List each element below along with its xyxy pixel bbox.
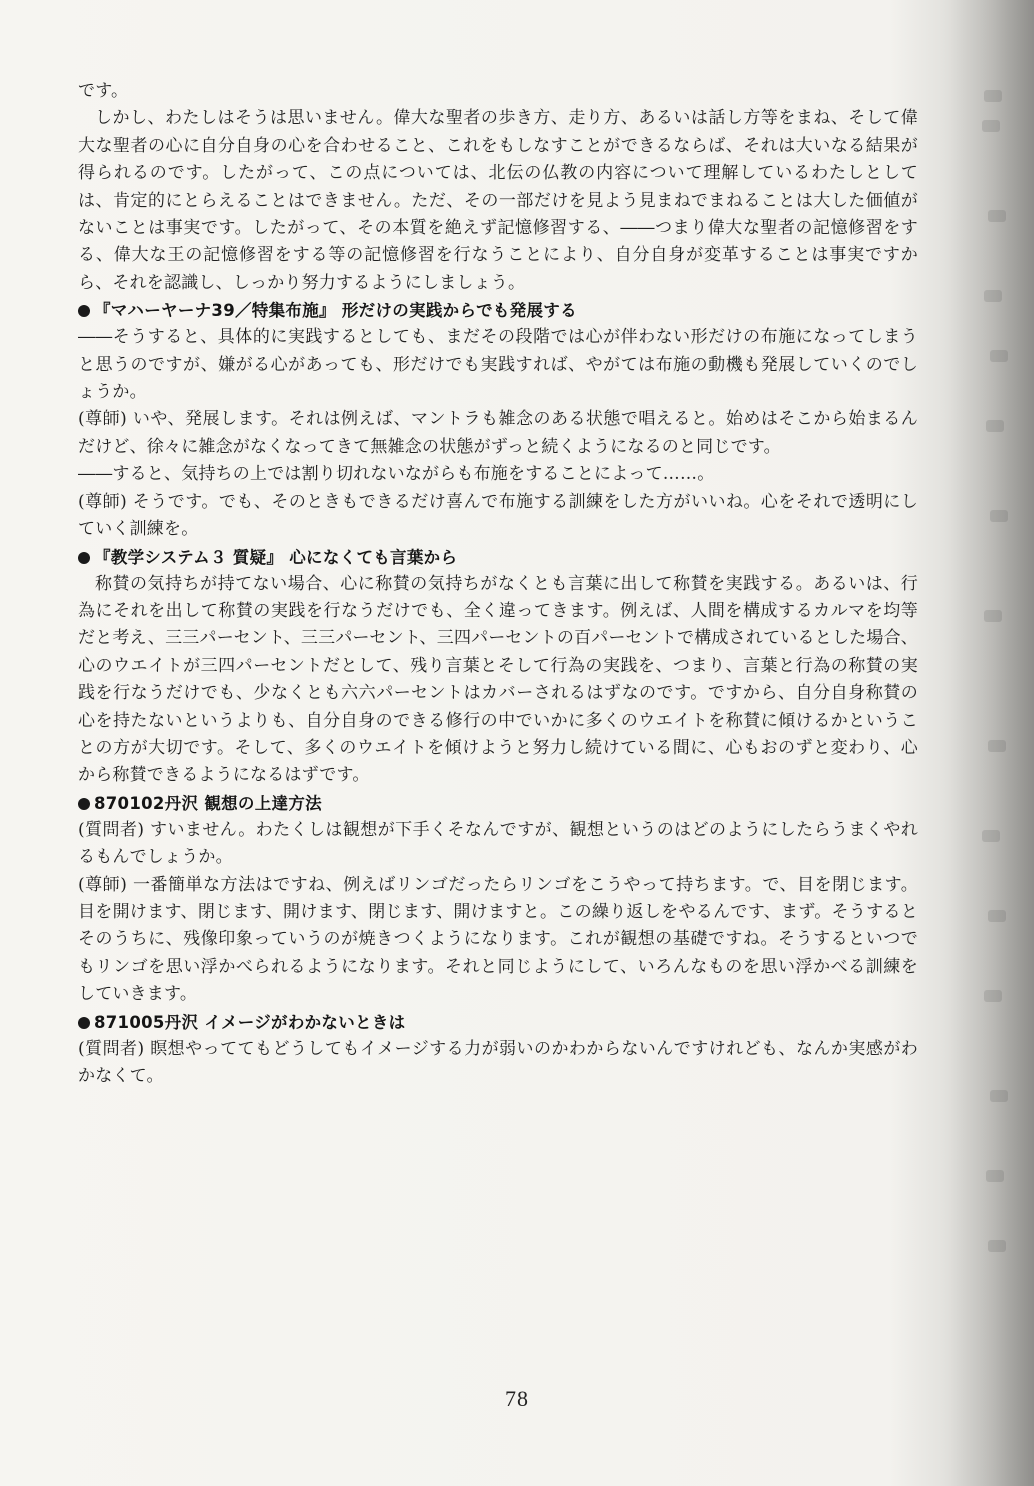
filled-circle-icon [78, 305, 90, 317]
show-through-marks [978, 90, 1014, 1290]
body-paragraph: (質問者) すいません。わたくしは観想が下手くそなんですが、観想というのはどのようにしたらうまくやれるもんでしょうか。 [78, 819, 918, 868]
body-paragraph: (質問者) 瞑想やっててもどうしてもイメージする力が弱いのかわからないんですけれども、なんか実感がわかなくて。 [78, 1038, 918, 1086]
page-number: 78 [505, 1386, 529, 1411]
section-heading-text: 871005丹沢 イメージがわかないときは [94, 1012, 406, 1032]
filled-circle-icon [78, 552, 90, 564]
body-paragraph: (尊師) 一番簡単な方法はですね、例えばリンゴだったらリンゴをこうやって持ちます。で、目を閉じます。目を開けます、閉じます、開けます、閉じます、開けますと。この繰り返しをやるんです、まず。そうするとそのうちに、残像印象っていうのが焼きつくようになります。これが観想の基礎ですね。そうするといつでもリンゴを思い浮かべられるようになります。それと同じようにして、いろんなものを思い浮かべる訓練をしていきます。 [78, 874, 918, 1005]
body-paragraph: 称賛の気持ちが持てない場合、心に称賛の気持ちがなくとも言葉に出して称賛を実践する。あるいは、行為にそれを出して称賛の実践を行なうだけでも、全く違ってきます。例えば、人間を構成するカルマを均等だと考え、三三パーセント、三三パーセント、三四パーセントの百パーセントで構成されているとした場合、心のウエイトが三四パーセントだとして、残り言葉とそして行為の実践を、つまり、言葉と行為の称賛の実践を行なうだけでも、少なくとも六六パーセントはカバーされるはずなのです。ですから、自分自身称賛の心を持たないというよりも、自分自身のできる修行の中でいかに多くのウエイトを称賛に傾けるかということの方が大切です。そして、多くのウエイトを傾けようと努力し続けている間に、心もおのずと変わり、心から称賛できるようになるはずです。 [78, 573, 918, 786]
body-paragraph: ――そうすると、具体的に実践するとしても、まだその段階では心が伴わない形だけの布施になってしまうと思うのですが、嫌がる心があっても、形だけでも実践すれば、やがては布施の動機も発展していくのでしょうか。 [78, 327, 918, 403]
page-body [78, 78, 918, 1090]
filled-circle-icon [78, 1017, 90, 1029]
body-paragraph: ――すると、気持ちの上では割り切れないながらも布施をすることによって……。 [78, 464, 715, 485]
body-paragraph: しかし、わたしはそうは思いません。偉大な聖者の歩き方、走り方、あるいは話し方等をまね、そして偉大な聖者の心に自分自身の心を合わせること、これをもしなすことができるならば、それは大いなる結果が得られるのです。したがって、この点については、北伝の仏教の内容について理解しているわたしとしては、肯定的にとらえることはできません。ただ、その一部だけを見よう見まねでまねることは大した価値がないことは事実です。したがって、その本質を絶えず記憶修習する、――つまり偉大な聖者の記憶修習をする、偉大な王の記憶修習をする等の記憶修習を行なうことにより、自分自身が変革することは事実ですから、それを認識し、しっかり努力するようにしましょう。 [78, 108, 918, 293]
body-paragraph: (尊師) そうです。でも、そのときもできるだけ喜んで布施する訓練をした方がいいね。心をそれで透明にしていく訓練を。 [78, 491, 918, 540]
filled-circle-icon [78, 798, 90, 810]
section-heading [78, 1009, 918, 1036]
section-heading [78, 297, 918, 324]
body-paragraph: です。 [78, 81, 129, 101]
section-heading [78, 544, 918, 571]
section-heading-text: 『教学システム３ 質疑』 心になくても言葉から [94, 547, 458, 567]
section-heading-text: 『マハーヤーナ39／特集布施』 形だけの実践からでも発展する [94, 301, 577, 321]
section-heading-text: 870102丹沢 観想の上達方法 [94, 793, 322, 813]
body-paragraph: (尊師) いや、発展します。それは例えば、マントラも雑念のある状態で唱えると。始めはそこから始まるんだけど、徐々に雑念がなくなってきて無雑念の状態がずっと続くようになるのと同じです。 [78, 409, 918, 457]
section-heading [78, 790, 918, 817]
